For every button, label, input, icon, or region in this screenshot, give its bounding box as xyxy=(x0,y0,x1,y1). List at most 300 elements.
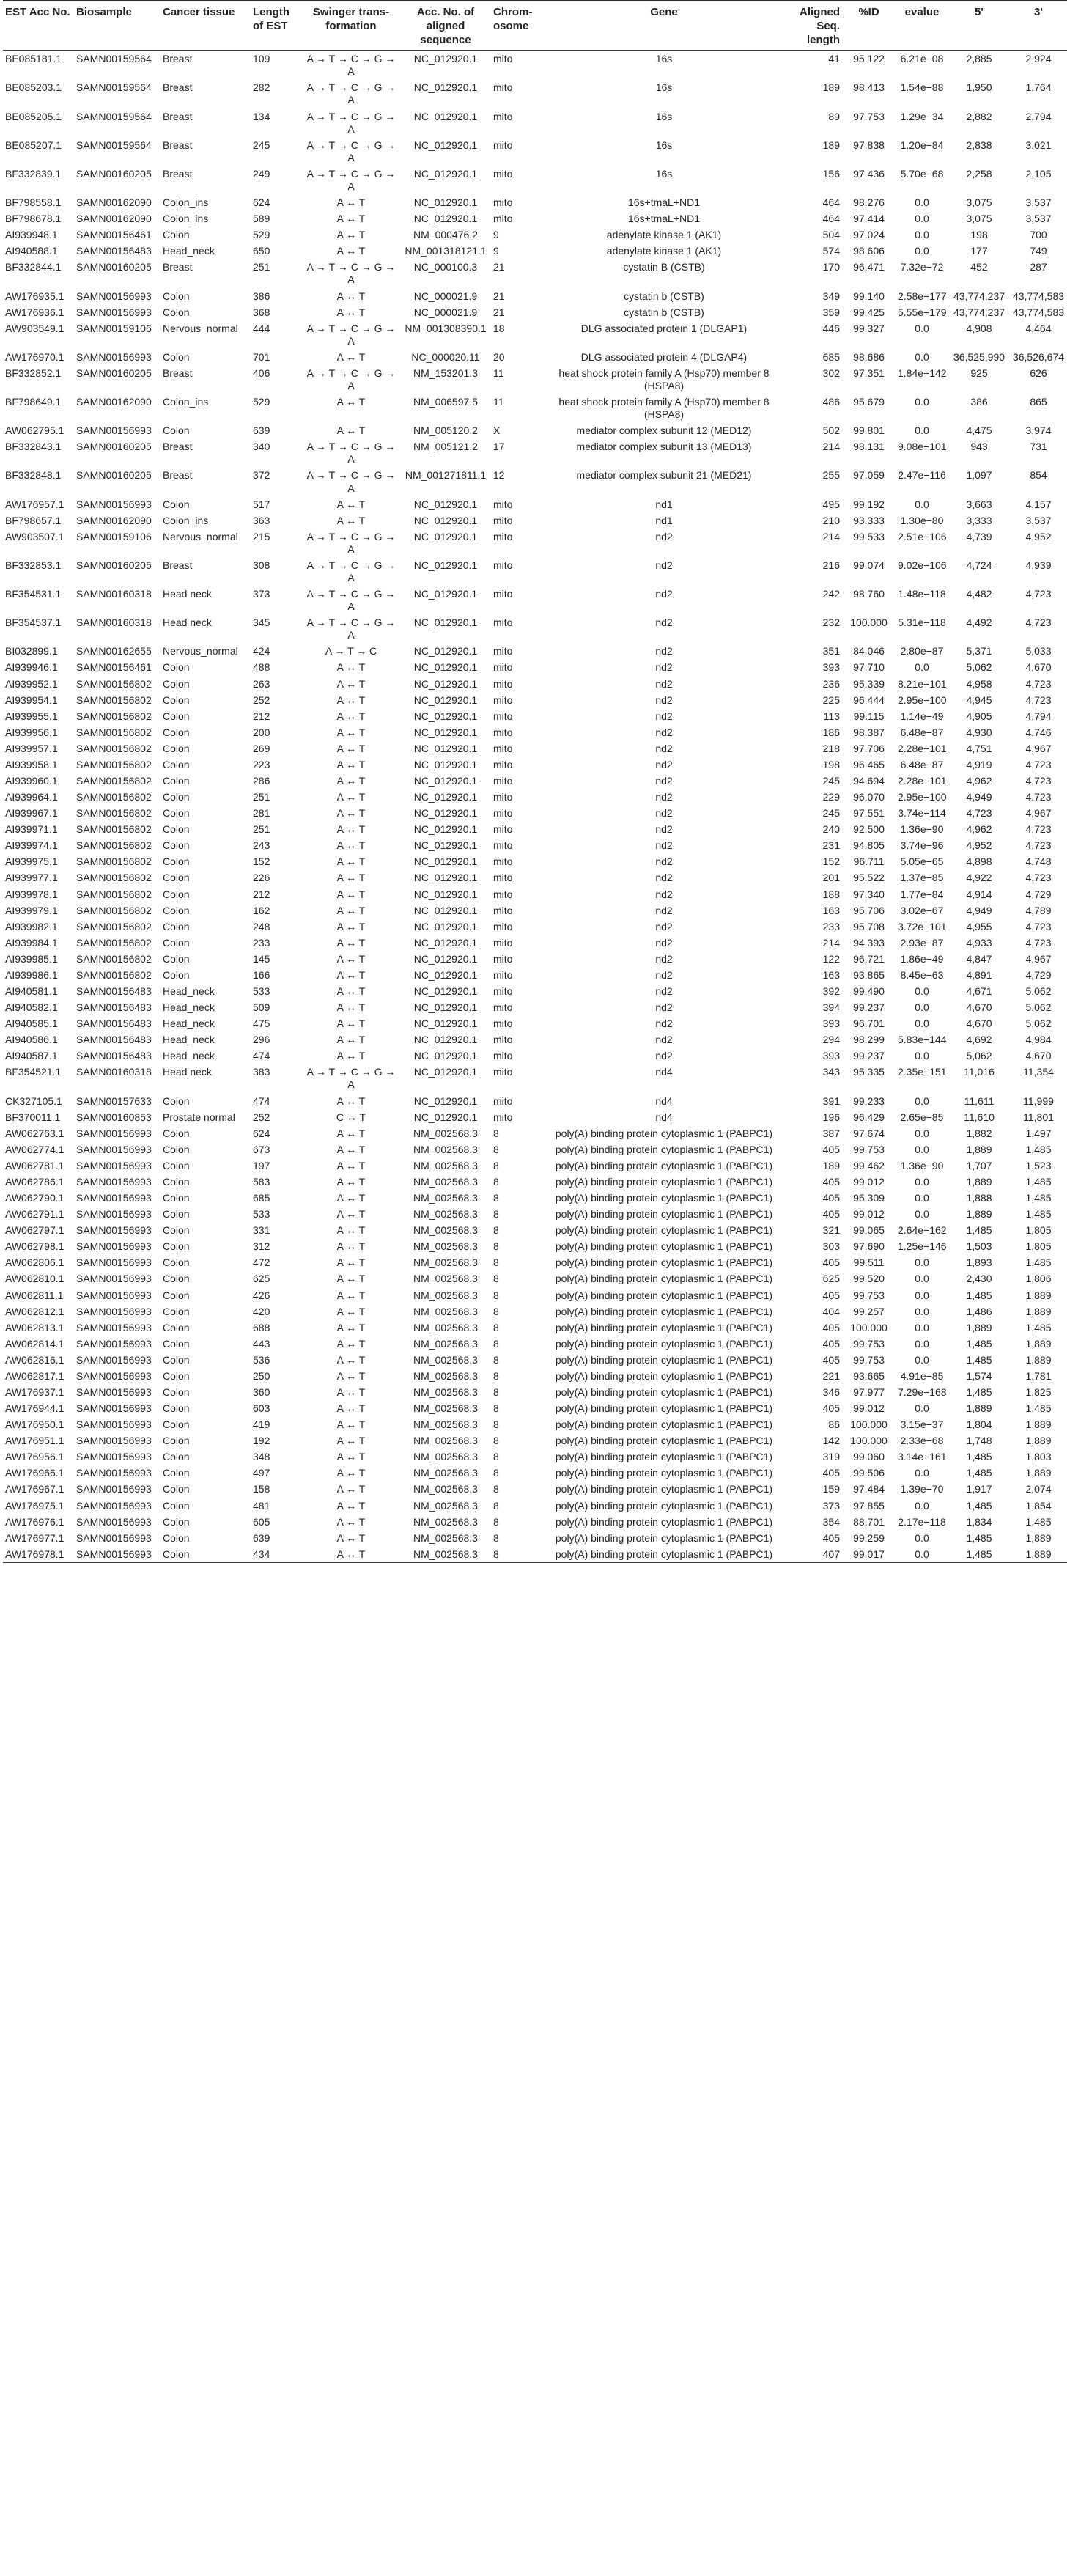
cell-biosample: SAMN00156483 xyxy=(76,1001,152,1014)
cell-gene: nd4 xyxy=(655,1111,673,1123)
cell-three-prime: 854 xyxy=(1030,469,1047,482)
table-row xyxy=(3,365,1067,394)
cell-pct-id: 96.711 xyxy=(853,855,885,868)
table-row xyxy=(3,1287,1067,1303)
cell-chromosome: mito xyxy=(493,823,513,836)
cell-est-acc: AW176970.1 xyxy=(5,350,64,363)
cell-swinger: A ↔ T xyxy=(336,968,366,981)
table-row xyxy=(3,1141,1067,1158)
cell-five-prime: 1,485 xyxy=(966,1353,992,1366)
cell-three-prime: 3,537 xyxy=(1025,213,1052,225)
cell-aligned-length: 346 xyxy=(822,1385,840,1398)
table-row xyxy=(3,708,1067,724)
cell-evalue: 0.0 xyxy=(915,985,929,998)
cell-biosample: SAMN00156993 xyxy=(76,350,152,363)
cell-est-acc: AI939974.1 xyxy=(5,839,58,852)
table-row xyxy=(3,1015,1067,1031)
cell-aligned-length: 232 xyxy=(822,617,840,629)
cell-evalue: 1.20e−84 xyxy=(900,139,944,151)
cell-biosample: SAMN00156993 xyxy=(76,1321,152,1333)
cell-five-prime: 3,075 xyxy=(966,196,992,209)
cell-length: 331 xyxy=(253,1224,270,1237)
cell-biosample: SAMN00159564 xyxy=(76,110,152,122)
cell-biosample: SAMN00156993 xyxy=(76,498,152,510)
cell-est-acc: AW062810.1 xyxy=(5,1273,64,1285)
cell-biosample: SAMN00160205 xyxy=(76,261,152,273)
cell-cancer-tissue: Colon xyxy=(163,872,190,884)
cell-length: 243 xyxy=(253,839,270,852)
cell-five-prime: 2,838 xyxy=(966,139,992,151)
cell-swinger: A ↔ T xyxy=(336,904,366,916)
cell-aligned-acc: NC_012920.1 xyxy=(413,498,478,510)
cell-swinger: A ↔ T xyxy=(336,1001,366,1014)
cell-length: 533 xyxy=(253,1208,270,1221)
cell-aligned-length: 142 xyxy=(822,1435,840,1447)
cell-aligned-acc: NC_012920.1 xyxy=(413,968,478,981)
cell-three-prime: 1,485 xyxy=(1025,1175,1052,1188)
cell-gene: cystatin b (CSTB) xyxy=(624,306,704,318)
cell-chromosome: mito xyxy=(493,807,513,820)
cell-pct-id: 99.753 xyxy=(853,1289,885,1301)
cell-swinger: A ↔ T xyxy=(336,677,366,690)
cell-swinger: A ↔ T xyxy=(336,920,366,932)
cell-biosample: SAMN00156802 xyxy=(76,677,152,690)
cell-biosample: SAMN00156802 xyxy=(76,775,152,787)
cell-chromosome: mito xyxy=(493,645,513,658)
cell-biosample: SAMN00156993 xyxy=(76,1515,152,1528)
cell-aligned-length: 163 xyxy=(822,904,840,916)
cell-pct-id: 95.339 xyxy=(853,677,885,690)
cell-length: 383 xyxy=(253,1066,270,1078)
cell-aligned-acc: NM_002568.3 xyxy=(413,1369,478,1382)
cell-gene: poly(A) binding protein cytoplasmic 1 (PABPC1) xyxy=(555,1305,773,1317)
table-row xyxy=(3,259,1067,287)
cell-aligned-acc: NM_002568.3 xyxy=(413,1159,478,1171)
cell-evalue: 2.64e−162 xyxy=(898,1224,947,1237)
cell-swinger: A ↔ T xyxy=(336,213,366,225)
cell-swinger: A ↔ T xyxy=(336,726,366,738)
cell-length: 363 xyxy=(253,514,270,526)
cell-three-prime: 43,774,583 xyxy=(1012,290,1065,302)
cell-length: 517 xyxy=(253,498,270,510)
cell-evalue: 5.70e−68 xyxy=(900,167,944,180)
cell-aligned-length: 373 xyxy=(822,1499,840,1512)
cell-aligned-acc: NC_012920.1 xyxy=(413,742,478,754)
cell-swinger: A → T → C → G → A xyxy=(306,53,396,78)
table-row xyxy=(3,1530,1067,1546)
cell-est-acc: BE085205.1 xyxy=(5,110,62,122)
table-row xyxy=(3,1031,1067,1048)
cell-five-prime: 3,075 xyxy=(966,213,992,225)
cell-length: 603 xyxy=(253,1402,270,1415)
cell-pct-id: 99.233 xyxy=(853,1094,885,1107)
cell-pct-id: 94.805 xyxy=(853,839,885,852)
cell-gene: nd2 xyxy=(655,791,673,803)
cell-three-prime: 4,157 xyxy=(1025,498,1052,510)
cell-aligned-acc: NM_001271811.1 xyxy=(405,469,487,482)
cell-swinger: A ↔ T xyxy=(336,1385,366,1398)
cell-cancer-tissue: Head_neck xyxy=(163,1034,215,1046)
cell-chromosome: 8 xyxy=(493,1159,499,1171)
cell-length: 583 xyxy=(253,1175,270,1188)
cell-est-acc: AW176966.1 xyxy=(5,1467,64,1479)
cell-five-prime: 4,475 xyxy=(966,424,992,437)
cell-five-prime: 1,485 xyxy=(966,1467,992,1479)
cell-swinger: A ↔ T xyxy=(336,693,366,706)
col-header-pct-id: %ID xyxy=(858,6,879,18)
cell-evalue: 0.0 xyxy=(915,1256,929,1269)
cell-aligned-length: 245 xyxy=(822,775,840,787)
cell-chromosome: 8 xyxy=(493,1321,499,1333)
table-row xyxy=(3,1158,1067,1174)
cell-aligned-acc: NC_012920.1 xyxy=(413,872,478,884)
cell-aligned-acc: NC_000021.9 xyxy=(413,290,478,302)
cell-five-prime: 925 xyxy=(970,367,988,379)
cell-aligned-acc: NC_012920.1 xyxy=(413,617,478,629)
cell-swinger: A ↔ T xyxy=(336,350,366,363)
cell-aligned-acc: NC_012920.1 xyxy=(413,588,478,600)
cell-three-prime: 731 xyxy=(1030,441,1047,453)
cell-biosample: SAMN00162090 xyxy=(76,196,152,209)
cell-chromosome: 8 xyxy=(493,1240,499,1253)
cell-cancer-tissue: Colon xyxy=(163,1515,190,1528)
cell-chromosome: 21 xyxy=(493,261,505,273)
cell-three-prime: 1,485 xyxy=(1025,1208,1052,1221)
cell-aligned-acc: NC_012920.1 xyxy=(413,514,478,526)
cell-biosample: SAMN00156802 xyxy=(76,791,152,803)
cell-chromosome: mito xyxy=(493,855,513,868)
cell-biosample: SAMN00156993 xyxy=(76,1531,152,1544)
cell-aligned-acc: NM_002568.3 xyxy=(413,1531,478,1544)
cell-est-acc: AW062790.1 xyxy=(5,1192,64,1204)
table-row xyxy=(3,886,1067,902)
cell-cancer-tissue: Breast xyxy=(163,110,193,122)
cell-three-prime: 749 xyxy=(1030,245,1047,257)
table-body xyxy=(3,51,1067,1563)
cell-est-acc: AI939975.1 xyxy=(5,855,58,868)
cell-evalue: 0.0 xyxy=(915,245,929,257)
cell-chromosome: 8 xyxy=(493,1143,499,1155)
cell-aligned-length: 405 xyxy=(822,1208,840,1221)
cell-swinger: A ↔ T xyxy=(336,306,366,318)
cell-chromosome: mito xyxy=(493,1066,513,1078)
cell-five-prime: 5,371 xyxy=(966,645,992,658)
cell-chromosome: mito xyxy=(493,1001,513,1014)
cell-chromosome: mito xyxy=(493,588,513,600)
cell-chromosome: mito xyxy=(493,872,513,884)
cell-aligned-acc: NM_002568.3 xyxy=(413,1353,478,1366)
cell-aligned-length: 225 xyxy=(822,693,840,706)
cell-biosample: SAMN00156993 xyxy=(76,1305,152,1317)
cell-biosample: SAMN00162090 xyxy=(76,396,152,408)
cell-aligned-acc: NC_012920.1 xyxy=(413,645,478,658)
cell-three-prime: 4,723 xyxy=(1025,758,1052,770)
cell-cancer-tissue: Colon xyxy=(163,290,190,302)
cell-length: 197 xyxy=(253,1159,270,1171)
cell-aligned-length: 302 xyxy=(822,367,840,379)
cell-swinger: A ↔ T xyxy=(336,1273,366,1285)
cell-biosample: SAMN00160853 xyxy=(76,1111,152,1123)
cell-evalue: 0.0 xyxy=(915,322,929,334)
cell-three-prime: 1,889 xyxy=(1025,1435,1052,1447)
cell-evalue: 2.51e−106 xyxy=(898,530,947,542)
cell-length: 685 xyxy=(253,1192,270,1204)
cell-cancer-tissue: Colon xyxy=(163,839,190,852)
cell-aligned-length: 242 xyxy=(822,588,840,600)
cell-biosample: SAMN00159564 xyxy=(76,139,152,151)
cell-five-prime: 1,950 xyxy=(966,81,992,94)
cell-gene: poly(A) binding protein cytoplasmic 1 (PABPC1) xyxy=(555,1240,773,1253)
cell-aligned-length: 201 xyxy=(822,872,840,884)
cell-pct-id: 99.490 xyxy=(853,985,885,998)
cell-cancer-tissue: Breast xyxy=(163,139,193,151)
cell-cancer-tissue: Colon xyxy=(163,498,190,510)
cell-length: 312 xyxy=(253,1240,270,1253)
cell-length: 474 xyxy=(253,1094,270,1107)
cell-chromosome: mito xyxy=(493,791,513,803)
cell-cancer-tissue: Colon xyxy=(163,1402,190,1415)
cell-pct-id: 97.340 xyxy=(853,888,885,900)
cell-aligned-acc: NM_002568.3 xyxy=(413,1515,478,1528)
cell-chromosome: 8 xyxy=(493,1531,499,1544)
cell-chromosome: 20 xyxy=(493,350,505,363)
est-alignment-table xyxy=(3,0,1067,1563)
cell-five-prime: 1,485 xyxy=(966,1548,992,1560)
cell-pct-id: 97.059 xyxy=(853,469,885,482)
cell-pct-id: 98.276 xyxy=(853,196,885,209)
table-row xyxy=(3,967,1067,983)
cell-aligned-length: 229 xyxy=(822,791,840,803)
cell-pct-id: 99.520 xyxy=(853,1273,885,1285)
cell-five-prime: 1,893 xyxy=(966,1256,992,1269)
cell-evalue: 2.17e−118 xyxy=(898,1515,946,1528)
cell-three-prime: 1,805 xyxy=(1025,1240,1052,1253)
cell-cancer-tissue: Colon xyxy=(163,904,190,916)
cell-aligned-length: 122 xyxy=(822,952,840,965)
cell-three-prime: 1,497 xyxy=(1025,1127,1052,1139)
cell-length: 444 xyxy=(253,322,270,334)
cell-chromosome: 12 xyxy=(493,469,505,482)
cell-chromosome: mito xyxy=(493,888,513,900)
cell-aligned-length: 159 xyxy=(822,1483,840,1495)
cell-evalue: 9.08e−101 xyxy=(898,441,947,453)
cell-swinger: A ↔ T xyxy=(336,1531,366,1544)
cell-gene: poly(A) binding protein cytoplasmic 1 (PABPC1) xyxy=(555,1353,773,1366)
header-row xyxy=(3,1,1067,51)
cell-gene: nd2 xyxy=(655,855,673,868)
cell-evalue: 0.0 xyxy=(915,1337,929,1350)
cell-pct-id: 95.309 xyxy=(853,1192,885,1204)
cell-five-prime: 4,958 xyxy=(966,677,992,690)
cell-biosample: SAMN00156993 xyxy=(76,290,152,302)
cell-biosample: SAMN00156993 xyxy=(76,1143,152,1155)
cell-length: 200 xyxy=(253,726,270,738)
cell-length: 348 xyxy=(253,1451,270,1463)
cell-five-prime: 452 xyxy=(970,261,988,273)
cell-swinger: A ↔ T xyxy=(336,1127,366,1139)
cell-biosample: SAMN00156993 xyxy=(76,1499,152,1512)
cell-pct-id: 92.500 xyxy=(853,823,885,836)
cell-aligned-acc: NM_002568.3 xyxy=(413,1208,478,1221)
cell-three-prime: 2,074 xyxy=(1025,1483,1052,1495)
cell-length: 308 xyxy=(253,559,270,571)
cell-swinger: A ↔ T xyxy=(336,1515,366,1528)
cell-cancer-tissue: Colon xyxy=(163,306,190,318)
cell-pct-id: 95.522 xyxy=(853,872,885,884)
cell-est-acc: AI939957.1 xyxy=(5,742,58,754)
cell-aligned-length: 303 xyxy=(822,1240,840,1253)
cell-est-acc: BF354531.1 xyxy=(5,588,62,600)
table-row xyxy=(3,1190,1067,1206)
col-header-aligned-acc: Acc. No. of aligned sequence xyxy=(416,6,475,46)
cell-swinger: A ↔ T xyxy=(336,245,366,257)
cell-gene: nd4 xyxy=(655,1094,673,1107)
cell-biosample: SAMN00156993 xyxy=(76,1369,152,1382)
cell-aligned-length: 495 xyxy=(822,498,840,510)
cell-aligned-length: 391 xyxy=(822,1094,840,1107)
cell-three-prime: 4,723 xyxy=(1025,617,1052,629)
cell-aligned-acc: NM_005121.2 xyxy=(413,441,478,453)
cell-cancer-tissue: Colon xyxy=(163,775,190,787)
cell-length: 166 xyxy=(253,968,270,981)
cell-five-prime: 4,952 xyxy=(966,839,992,852)
cell-aligned-acc: NC_012920.1 xyxy=(413,110,478,122)
cell-length: 533 xyxy=(253,985,270,998)
cell-length: 340 xyxy=(253,441,270,453)
cell-pct-id: 99.425 xyxy=(853,306,885,318)
cell-five-prime: 4,898 xyxy=(966,855,992,868)
cell-est-acc: AI940586.1 xyxy=(5,1034,58,1046)
cell-evalue: 0.0 xyxy=(915,1127,929,1139)
cell-est-acc: AW062763.1 xyxy=(5,1127,64,1139)
cell-aligned-length: 407 xyxy=(822,1548,840,1560)
cell-chromosome: mito xyxy=(493,139,513,151)
cell-length: 529 xyxy=(253,396,270,408)
cell-length: 497 xyxy=(253,1467,270,1479)
cell-three-prime: 3,537 xyxy=(1025,196,1052,209)
cell-biosample: SAMN00156802 xyxy=(76,710,152,722)
cell-gene: nd2 xyxy=(655,952,673,965)
cell-chromosome: mito xyxy=(493,758,513,770)
cell-cancer-tissue: Nervous_normal xyxy=(163,645,238,658)
table-row xyxy=(3,659,1067,675)
cell-five-prime: 4,692 xyxy=(966,1034,992,1046)
cell-biosample: SAMN00159564 xyxy=(76,53,152,65)
cell-aligned-acc: NC_012920.1 xyxy=(413,677,478,690)
cell-pct-id: 96.429 xyxy=(853,1111,885,1123)
cell-pct-id: 99.012 xyxy=(853,1208,885,1221)
cell-est-acc: BF354537.1 xyxy=(5,617,62,629)
cell-five-prime: 11,611 xyxy=(964,1094,995,1107)
table-row xyxy=(3,692,1067,708)
cell-three-prime: 2,794 xyxy=(1025,110,1052,122)
cell-cancer-tissue: Colon xyxy=(163,952,190,965)
cell-five-prime: 5,062 xyxy=(966,661,992,674)
cell-est-acc: AW176950.1 xyxy=(5,1418,64,1431)
table-row xyxy=(3,837,1067,853)
cell-pct-id: 97.436 xyxy=(853,167,885,180)
cell-chromosome: mito xyxy=(493,693,513,706)
cell-three-prime: 865 xyxy=(1030,396,1047,408)
cell-cancer-tissue: Colon xyxy=(163,936,190,949)
cell-pct-id: 98.413 xyxy=(853,81,885,94)
cell-pct-id: 99.237 xyxy=(853,1050,885,1062)
cell-pct-id: 96.070 xyxy=(853,791,885,803)
cell-chromosome: X xyxy=(493,424,501,437)
cell-pct-id: 99.115 xyxy=(853,710,885,722)
cell-chromosome: 8 xyxy=(493,1435,499,1447)
cell-evalue: 0.0 xyxy=(915,1467,929,1479)
cell-swinger: A → T → C xyxy=(325,645,377,658)
cell-chromosome: mito xyxy=(493,167,513,180)
cell-aligned-acc: NC_012920.1 xyxy=(413,775,478,787)
cell-est-acc: AI939977.1 xyxy=(5,872,58,884)
cell-aligned-acc: NC_012920.1 xyxy=(413,791,478,803)
cell-cancer-tissue: Colon xyxy=(163,1385,190,1398)
cell-gene: poly(A) binding protein cytoplasmic 1 (PABPC1) xyxy=(555,1143,773,1155)
cell-chromosome: 8 xyxy=(493,1385,499,1398)
cell-biosample: SAMN00160205 xyxy=(76,441,152,453)
cell-biosample: SAMN00160205 xyxy=(76,367,152,379)
cell-aligned-length: 405 xyxy=(822,1531,840,1544)
cell-aligned-length: 685 xyxy=(822,350,840,363)
cell-swinger: A ↔ T xyxy=(336,1159,366,1171)
cell-five-prime: 4,922 xyxy=(966,872,992,884)
cell-gene: nd2 xyxy=(655,904,673,916)
cell-est-acc: AI939946.1 xyxy=(5,661,58,674)
cell-pct-id: 99.237 xyxy=(853,1001,885,1014)
cell-est-acc: AI939956.1 xyxy=(5,726,58,738)
cell-biosample: SAMN00156993 xyxy=(76,306,152,318)
table-row xyxy=(3,1064,1067,1092)
cell-cancer-tissue: Head_neck xyxy=(163,1050,215,1062)
cell-chromosome: mito xyxy=(493,661,513,674)
cell-five-prime: 4,492 xyxy=(966,617,992,629)
cell-evalue: 0.0 xyxy=(915,1001,929,1014)
cell-chromosome: mito xyxy=(493,952,513,965)
cell-length: 650 xyxy=(253,245,270,257)
cell-aligned-acc: NC_012920.1 xyxy=(413,807,478,820)
cell-three-prime: 5,062 xyxy=(1025,985,1052,998)
cell-est-acc: AI939964.1 xyxy=(5,791,58,803)
cell-aligned-length: 504 xyxy=(822,229,840,241)
cell-pct-id: 99.753 xyxy=(853,1337,885,1350)
cell-swinger: A ↔ T xyxy=(336,1175,366,1188)
cell-aligned-length: 405 xyxy=(822,1192,840,1204)
cell-pct-id: 97.024 xyxy=(853,229,885,241)
cell-evalue: 0.0 xyxy=(915,1531,929,1544)
cell-biosample: SAMN00156993 xyxy=(76,1483,152,1495)
table-row xyxy=(3,137,1067,166)
cell-length: 488 xyxy=(253,661,270,674)
cell-length: 624 xyxy=(253,196,270,209)
cell-gene: DLG associated protein 1 (DLGAP1) xyxy=(580,322,748,334)
cell-pct-id: 99.012 xyxy=(853,1402,885,1415)
cell-chromosome: 8 xyxy=(493,1353,499,1366)
cell-est-acc: BF798678.1 xyxy=(5,213,62,225)
cell-cancer-tissue: Colon_ins xyxy=(163,196,209,209)
cell-est-acc: AW176957.1 xyxy=(5,498,64,510)
cell-swinger: A ↔ T xyxy=(336,742,366,754)
cell-aligned-acc: NM_001308390.1 xyxy=(405,322,487,334)
cell-chromosome: 8 xyxy=(493,1548,499,1560)
cell-biosample: SAMN00156802 xyxy=(76,807,152,820)
cell-gene: heat shock protein family A (Hsp70) member 8 (HSPA8) xyxy=(558,396,770,421)
cell-chromosome: 8 xyxy=(493,1515,499,1528)
cell-biosample: SAMN00156483 xyxy=(76,1034,152,1046)
cell-length: 368 xyxy=(253,306,270,318)
cell-length: 386 xyxy=(253,290,270,302)
